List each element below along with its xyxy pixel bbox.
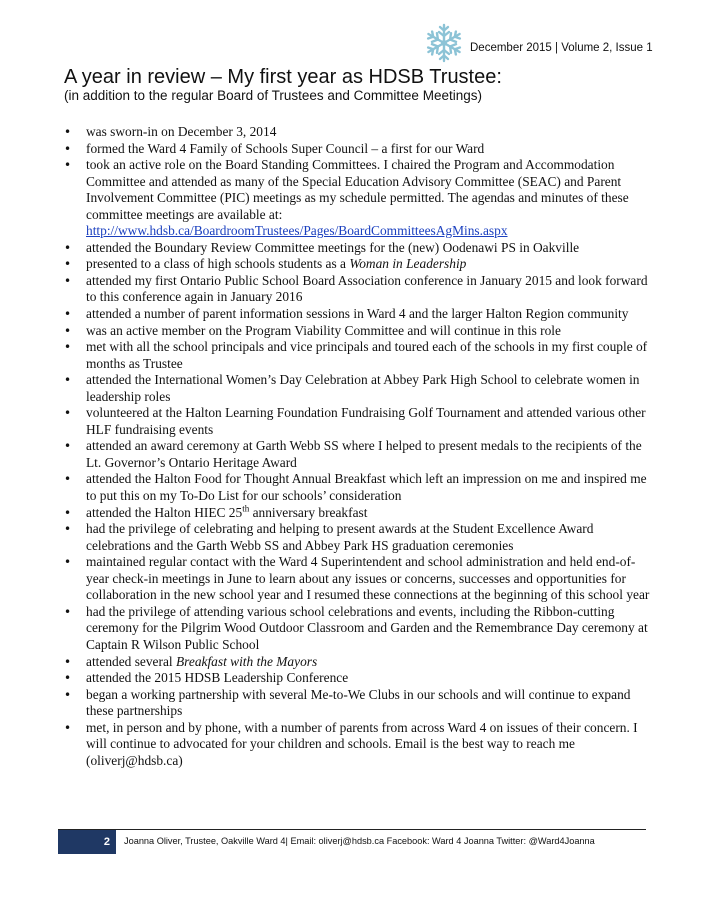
list-item: • had the privilege of attending various school celebrations and events, including the Ribbon-cutting ceremony for the Pilgrim Wood Outdoor Classroom and Garden and the Remembrance Day ceremony at Captain R Wilson Public School — [64, 604, 650, 654]
snowflake-icon — [423, 22, 465, 64]
list-item — [64, 505, 650, 522]
list-item: • was sworn-in on December 3, 2014 — [64, 124, 650, 141]
list-item: • attended a number of parent information sessions in Ward 4 and the larger Halton Region community — [64, 306, 650, 323]
list-item — [64, 654, 650, 671]
page-title: A year in review – My first year as HDSB Trustee: — [64, 66, 502, 88]
footer-divider — [58, 829, 646, 830]
page-number: 2 — [58, 830, 116, 854]
issue-info: December 2015 | Volume 2, Issue 1 — [470, 42, 653, 54]
accomplishments-list — [64, 124, 650, 769]
list-item-text: took an active role on the Board Standing Committees. I chaired the Program and Accommodation Committee and attended as many of the Special Education Advisory Committee (SEAC) and Parent Involvement Committee (PIC) meetings as my schedule permitted. The agendas and minutes of these committee meetings are available at: — [86, 157, 629, 222]
list-item-emphasis: Woman in Leadership — [349, 256, 467, 272]
list-item: • attended the Boundary Review Committee meetings for the (new) Oodenawi PS in Oakville — [64, 240, 650, 257]
list-item: • was an active member on the Program Viability Committee and will continue in this role — [64, 323, 650, 340]
ordinal-suffix: th — [242, 503, 250, 514]
list-item: • had the privilege of celebrating and helping to present awards at the Student Excellence Award celebrations and the Garth Webb SS and Abbey Park HS graduation ceremonies — [64, 521, 650, 554]
list-item-emphasis: Breakfast with the Mayors — [175, 653, 318, 669]
list-item: • met, in person and by phone, with a number of parents from across Ward 4 on issues of their concern. I will continue to advocated for your children and schools. Email is the best way to reach me (oliverj@hdsb.ca) — [64, 720, 650, 770]
list-item: • maintained regular contact with the Ward 4 Superintendent and school administration and held end-of-year check-in meetings in June to learn about any issues or concerns, successes and opportunities for collaboration in the new school year and I resumed these connections at the beginning of this school year — [64, 554, 650, 604]
list-item: • attended the International Women’s Day Celebration at Abbey Park High School to celebrate women in leadership roles — [64, 372, 650, 405]
list-item: • attended the 2015 HDSB Leadership Conference — [64, 670, 650, 687]
footer-contact: Joanna Oliver, Trustee, Oakville Ward 4| Email: oliverj@hdsb.ca Facebook: Ward 4 Joanna Twitter: @Ward4Joanna — [124, 836, 595, 846]
list-item — [64, 157, 650, 240]
list-item-text: presented to a class of high schools students as a — [86, 256, 346, 272]
list-item — [64, 256, 650, 273]
list-item-text: attended the Halton HIEC 25 — [86, 504, 243, 520]
committee-minutes-link[interactable]: http://www.hdsb.ca/BoardroomTrustees/Pages/BoardCommitteesAgMins.aspx — [86, 223, 508, 239]
list-item: • formed the Ward 4 Family of Schools Super Council – a first for our Ward — [64, 141, 650, 158]
list-item: • began a working partnership with several Me-to-We Clubs in our schools and will continue to expand these partnerships — [64, 687, 650, 720]
list-item: • attended the Halton Food for Thought Annual Breakfast which left an impression on me and inspired me to put this on my To-Do List for our schools’ consideration — [64, 471, 650, 504]
list-item: • attended my first Ontario Public School Board Association conference in January 2015 and look forward to this conference again in January 2016 — [64, 273, 650, 306]
list-item: • attended an award ceremony at Garth Webb SS where I helped to present medals to the recipients of the Lt. Governor’s Ontario Heritage Award — [64, 438, 650, 471]
list-item: • volunteered at the Halton Learning Foundation Fundraising Golf Tournament and attended various other HLF fundraising events — [64, 405, 650, 438]
list-item-text: anniversary breakfast — [252, 504, 368, 520]
page-subtitle: (in addition to the regular Board of Trustees and Committee Meetings) — [64, 88, 482, 103]
list-item-text: attended several — [86, 653, 173, 669]
list-item: • met with all the school principals and vice principals and toured each of the schools in my first couple of months as Trustee — [64, 339, 650, 372]
